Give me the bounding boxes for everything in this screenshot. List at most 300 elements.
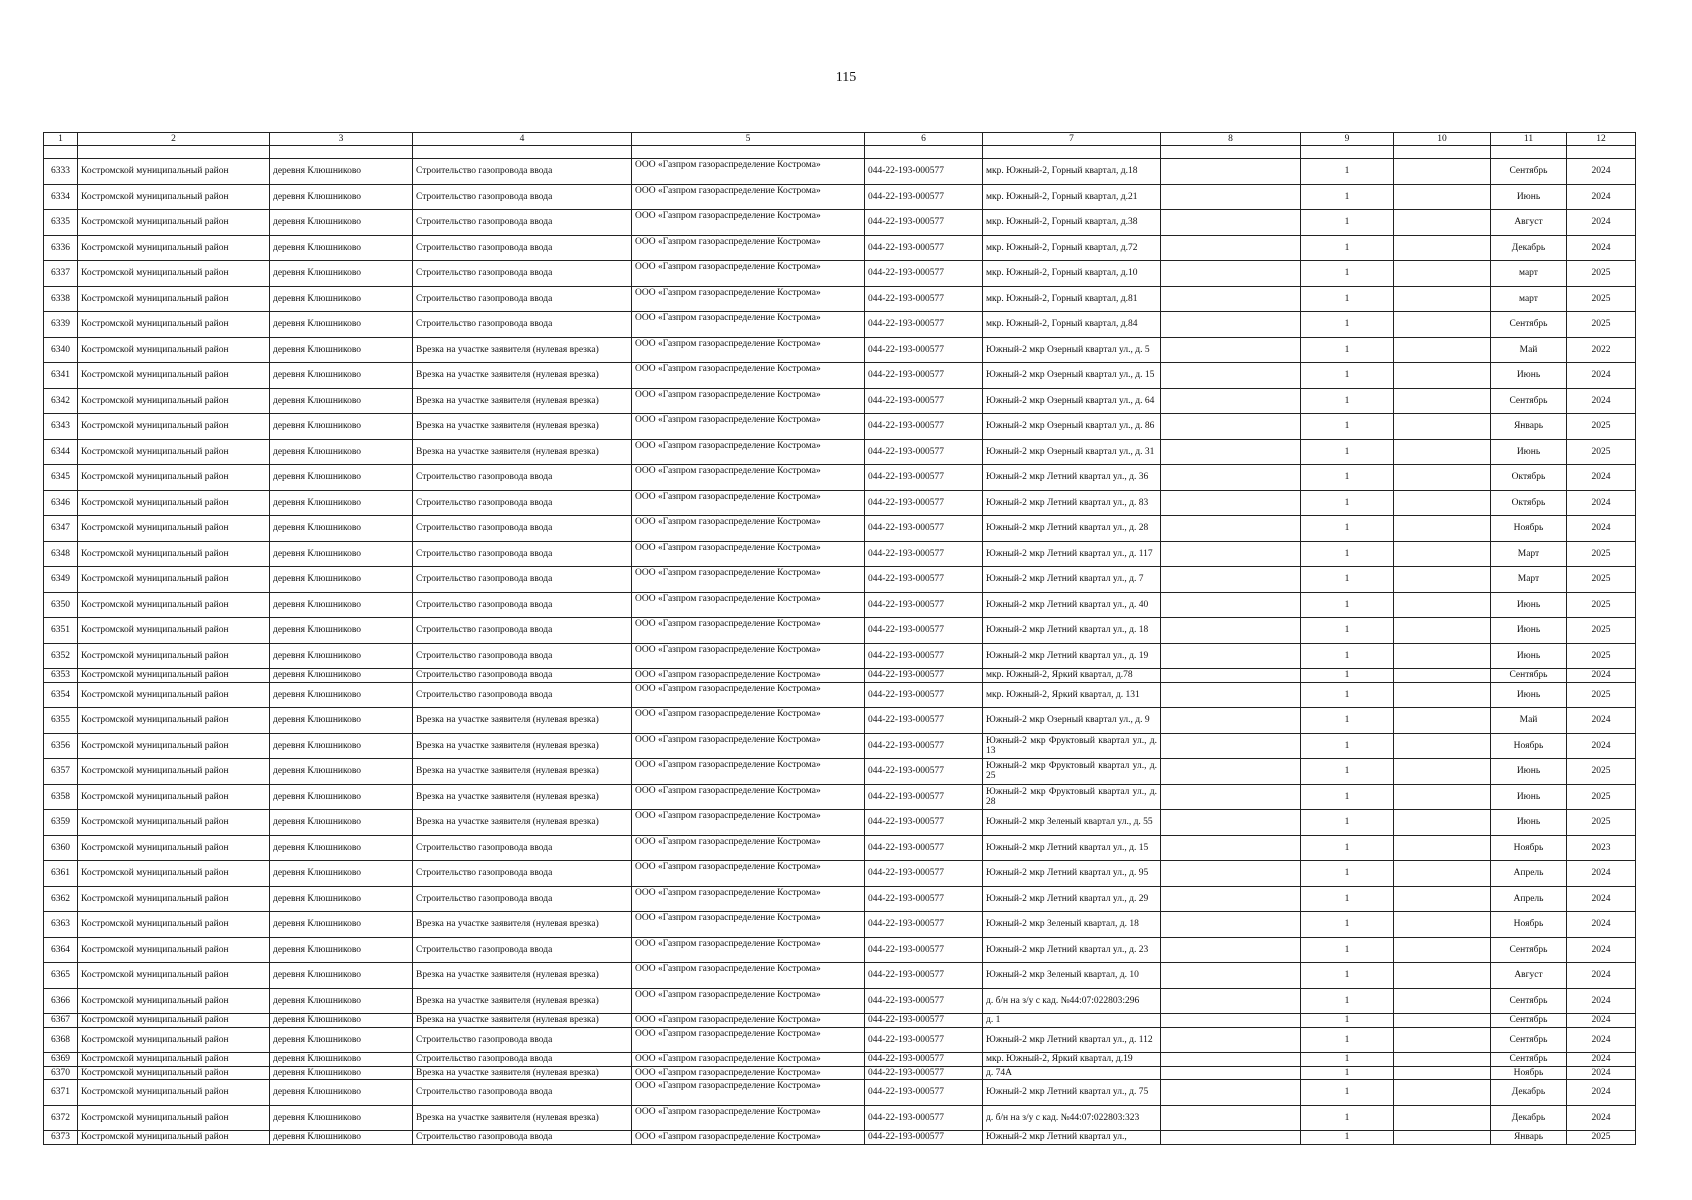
registry-code-cell: 044-22-193-000577 [865, 759, 983, 785]
district-cell: Костромской муниципальный район [78, 861, 270, 887]
month-cell: Ноябрь [1491, 912, 1567, 938]
district-cell: Костромской муниципальный район [78, 1105, 270, 1131]
year-cell: 2024 [1567, 988, 1636, 1014]
empty-cell-8 [1161, 363, 1301, 389]
row-number-cell: 6371 [44, 1080, 78, 1106]
registry-code-cell: 044-22-193-000577 [865, 439, 983, 465]
quantity-cell: 1 [1301, 159, 1394, 185]
month-cell: март [1491, 261, 1567, 287]
empty-cell-10 [1394, 988, 1491, 1014]
year-cell: 2025 [1567, 567, 1636, 593]
district-cell: Костромской муниципальный район [78, 439, 270, 465]
empty-cell-8 [1161, 159, 1301, 185]
quantity-cell: 1 [1301, 1080, 1394, 1106]
table-row [44, 759, 1636, 785]
district-cell: Костромской муниципальный район [78, 835, 270, 861]
district-cell: Костромской муниципальный район [78, 286, 270, 312]
organization-cell: ООО «Газпром газораспределение Кострома» [632, 363, 865, 389]
quantity-cell: 1 [1301, 516, 1394, 542]
district-cell: Костромской муниципальный район [78, 1131, 270, 1145]
address-cell: Южный-2 мкр Озерный квартал ул., д. 64 [983, 388, 1161, 414]
year-cell: 2024 [1567, 1105, 1636, 1131]
year-cell: 2024 [1567, 861, 1636, 887]
quantity-cell: 1 [1301, 363, 1394, 389]
registry-code-cell: 044-22-193-000577 [865, 1080, 983, 1106]
settlement-cell: деревня Клюшниково [270, 988, 413, 1014]
row-number-cell: 6349 [44, 567, 78, 593]
col-header-3: 3 [270, 133, 413, 146]
row-number-cell: 6362 [44, 886, 78, 912]
address-cell: мкр. Южный-2, Горный квартал, д.84 [983, 312, 1161, 338]
table-row [44, 516, 1636, 542]
month-cell: Сентябрь [1491, 388, 1567, 414]
registry-code-cell: 044-22-193-000577 [865, 414, 983, 440]
address-cell: Южный-2 мкр Летний квартал ул., [983, 1131, 1161, 1145]
quantity-cell: 1 [1301, 235, 1394, 261]
work-type-cell: Врезка на участке заявителя (нулевая врезка) [413, 1014, 632, 1028]
row-number-cell: 6367 [44, 1014, 78, 1028]
registry-code-cell: 044-22-193-000577 [865, 937, 983, 963]
quantity-cell: 1 [1301, 337, 1394, 363]
month-cell: Сентябрь [1491, 1014, 1567, 1028]
address-cell: Южный-2 мкр Летний квартал ул., д. 29 [983, 886, 1161, 912]
row-number-cell: 6347 [44, 516, 78, 542]
year-cell: 2024 [1567, 1080, 1636, 1106]
settlement-cell: деревня Клюшниково [270, 159, 413, 185]
quantity-cell: 1 [1301, 567, 1394, 593]
district-cell: Костромской муниципальный район [78, 784, 270, 810]
col-header-9: 9 [1301, 133, 1394, 146]
empty-cell-10 [1394, 861, 1491, 887]
month-cell: Июнь [1491, 363, 1567, 389]
empty-cell-8 [1161, 784, 1301, 810]
organization-cell: ООО «Газпром газораспределение Кострома» [632, 312, 865, 338]
quantity-cell: 1 [1301, 912, 1394, 938]
empty-cell-10 [1394, 337, 1491, 363]
year-cell: 2024 [1567, 363, 1636, 389]
address-cell: Южный-2 мкр Летний квартал ул., д. 18 [983, 618, 1161, 644]
district-cell: Костромской муниципальный район [78, 1053, 270, 1067]
table-row [44, 963, 1636, 989]
work-type-cell: Строительство газопровода ввода [413, 1080, 632, 1106]
row-number-cell: 6369 [44, 1053, 78, 1067]
table-row [44, 988, 1636, 1014]
district-cell: Костромской муниципальный район [78, 159, 270, 185]
row-number-cell: 6343 [44, 414, 78, 440]
organization-cell: ООО «Газпром газораспределение Кострома» [632, 541, 865, 567]
work-type-cell: Строительство газопровода ввода [413, 541, 632, 567]
empty-cell-8 [1161, 912, 1301, 938]
table-row [44, 1053, 1636, 1067]
table-row [44, 618, 1636, 644]
table-row [44, 388, 1636, 414]
page-number: 115 [835, 70, 857, 85]
organization-cell: ООО «Газпром газораспределение Кострома» [632, 439, 865, 465]
organization-cell: ООО «Газпром газораспределение Кострома» [632, 937, 865, 963]
settlement-cell: деревня Клюшниково [270, 669, 413, 683]
year-cell: 2022 [1567, 337, 1636, 363]
col-header-1: 1 [44, 133, 78, 146]
address-cell: Южный-2 мкр Озерный квартал ул., д. 15 [983, 363, 1161, 389]
year-cell: 2025 [1567, 643, 1636, 669]
quantity-cell: 1 [1301, 490, 1394, 516]
month-cell: Ноябрь [1491, 1066, 1567, 1080]
table-row [44, 886, 1636, 912]
empty-cell-10 [1394, 618, 1491, 644]
year-cell: 2025 [1567, 784, 1636, 810]
settlement-cell: деревня Клюшниково [270, 759, 413, 785]
table-row [44, 312, 1636, 338]
district-cell: Костромской муниципальный район [78, 708, 270, 734]
organization-cell: ООО «Газпром газораспределение Кострома» [632, 1080, 865, 1106]
row-number-cell: 6334 [44, 184, 78, 210]
registry-code-cell: 044-22-193-000577 [865, 159, 983, 185]
work-type-cell: Врезка на участке заявителя (нулевая врезка) [413, 337, 632, 363]
empty-cell-10 [1394, 886, 1491, 912]
district-cell: Костромской муниципальный район [78, 937, 270, 963]
quantity-cell: 1 [1301, 669, 1394, 683]
year-cell: 2024 [1567, 733, 1636, 759]
quantity-cell: 1 [1301, 784, 1394, 810]
table-row [44, 937, 1636, 963]
year-cell: 2024 [1567, 490, 1636, 516]
settlement-cell: деревня Клюшниково [270, 286, 413, 312]
empty-cell-10 [1394, 643, 1491, 669]
table-row [44, 439, 1636, 465]
table-row [44, 733, 1636, 759]
quantity-cell: 1 [1301, 184, 1394, 210]
row-number-cell: 6344 [44, 439, 78, 465]
registry-code-cell: 044-22-193-000577 [865, 784, 983, 810]
address-cell: Южный-2 мкр Летний квартал ул., д. 83 [983, 490, 1161, 516]
month-cell: Июнь [1491, 682, 1567, 708]
work-type-cell: Врезка на участке заявителя (нулевая врезка) [413, 784, 632, 810]
empty-cell-8 [1161, 235, 1301, 261]
row-number-cell: 6359 [44, 810, 78, 836]
registry-code-cell: 044-22-193-000577 [865, 810, 983, 836]
table-row [44, 465, 1636, 491]
empty-cell-10 [1394, 465, 1491, 491]
address-cell: Южный-2 мкр Озерный квартал ул., д. 5 [983, 337, 1161, 363]
district-cell: Костромской муниципальный район [78, 1027, 270, 1053]
address-cell: Южный-2 мкр Летний квартал ул., д. 15 [983, 835, 1161, 861]
month-cell: Сентябрь [1491, 159, 1567, 185]
empty-cell-10 [1394, 414, 1491, 440]
quantity-cell: 1 [1301, 708, 1394, 734]
quantity-cell: 1 [1301, 643, 1394, 669]
year-cell: 2025 [1567, 682, 1636, 708]
empty-cell-10 [1394, 261, 1491, 287]
month-cell: Июнь [1491, 184, 1567, 210]
settlement-cell: деревня Клюшниково [270, 1131, 413, 1145]
month-cell: Сентябрь [1491, 1027, 1567, 1053]
quantity-cell: 1 [1301, 465, 1394, 491]
organization-cell: ООО «Газпром газораспределение Кострома» [632, 1014, 865, 1028]
month-cell: Апрель [1491, 861, 1567, 887]
year-cell: 2025 [1567, 286, 1636, 312]
registry-code-cell: 044-22-193-000577 [865, 592, 983, 618]
settlement-cell: деревня Клюшниково [270, 516, 413, 542]
address-cell: Южный-2 мкр Летний квартал ул., д. 75 [983, 1080, 1161, 1106]
registry-code-cell: 044-22-193-000577 [865, 388, 983, 414]
row-number-cell: 6336 [44, 235, 78, 261]
district-cell: Костромской муниципальный район [78, 1014, 270, 1028]
work-type-cell: Врезка на участке заявителя (нулевая врезка) [413, 912, 632, 938]
year-cell: 2025 [1567, 261, 1636, 287]
year-cell: 2025 [1567, 759, 1636, 785]
district-cell: Костромской муниципальный район [78, 414, 270, 440]
registry-code-cell: 044-22-193-000577 [865, 235, 983, 261]
address-cell: мкр. Южный-2, Горный квартал, д.21 [983, 184, 1161, 210]
empty-cell-8 [1161, 567, 1301, 593]
work-type-cell: Строительство газопровода ввода [413, 682, 632, 708]
address-cell: Южный-2 мкр Летний квартал ул., д. 112 [983, 1027, 1161, 1053]
empty-cell-10 [1394, 184, 1491, 210]
empty-cell-8 [1161, 1066, 1301, 1080]
settlement-cell: деревня Клюшниково [270, 337, 413, 363]
address-cell: д. б/н на з/у с кад. №44:07:022803:296 [983, 988, 1161, 1014]
registry-code-cell: 044-22-193-000577 [865, 261, 983, 287]
table-row [44, 210, 1636, 236]
empty-cell-10 [1394, 210, 1491, 236]
organization-cell: ООО «Газпром газораспределение Кострома» [632, 1053, 865, 1067]
address-cell: Южный-2 мкр Летний квартал ул., д. 23 [983, 937, 1161, 963]
district-cell: Костромской муниципальный район [78, 886, 270, 912]
registry-code-cell: 044-22-193-000577 [865, 567, 983, 593]
year-cell: 2024 [1567, 184, 1636, 210]
row-number-cell: 6346 [44, 490, 78, 516]
organization-cell: ООО «Газпром газораспределение Кострома» [632, 1105, 865, 1131]
district-cell: Костромской муниципальный район [78, 963, 270, 989]
organization-cell: ООО «Газпром газораспределение Кострома» [632, 835, 865, 861]
month-cell: Июнь [1491, 643, 1567, 669]
header-spacer-row [44, 146, 1636, 159]
district-cell: Костромской муниципальный район [78, 312, 270, 338]
address-cell: мкр. Южный-2, Горный квартал, д.18 [983, 159, 1161, 185]
empty-cell-8 [1161, 963, 1301, 989]
settlement-cell: деревня Клюшниково [270, 1027, 413, 1053]
empty-cell-8 [1161, 414, 1301, 440]
district-cell: Костромской муниципальный район [78, 669, 270, 683]
empty-cell-8 [1161, 465, 1301, 491]
empty-cell-10 [1394, 733, 1491, 759]
empty-cell-10 [1394, 937, 1491, 963]
registry-code-cell: 044-22-193-000577 [865, 1066, 983, 1080]
work-type-cell: Строительство газопровода ввода [413, 159, 632, 185]
quantity-cell: 1 [1301, 682, 1394, 708]
settlement-cell: деревня Клюшниково [270, 937, 413, 963]
organization-cell: ООО «Газпром газораспределение Кострома» [632, 567, 865, 593]
address-cell: мкр. Южный-2, Горный квартал, д.81 [983, 286, 1161, 312]
table-row [44, 286, 1636, 312]
month-cell: март [1491, 286, 1567, 312]
month-cell: Сентябрь [1491, 312, 1567, 338]
registry-code-cell: 044-22-193-000577 [865, 1105, 983, 1131]
address-cell: мкр. Южный-2, Яркий квартал, д. 131 [983, 682, 1161, 708]
organization-cell: ООО «Газпром газораспределение Кострома» [632, 159, 865, 185]
table-row [44, 235, 1636, 261]
settlement-cell: деревня Клюшниково [270, 1053, 413, 1067]
month-cell: Октябрь [1491, 465, 1567, 491]
address-cell: д. б/н на з/у с кад. №44:07:022803:323 [983, 1105, 1161, 1131]
table-row [44, 643, 1636, 669]
registry-code-cell: 044-22-193-000577 [865, 912, 983, 938]
row-number-cell: 6358 [44, 784, 78, 810]
empty-cell-8 [1161, 1053, 1301, 1067]
work-type-cell: Врезка на участке заявителя (нулевая врезка) [413, 963, 632, 989]
table-body [44, 159, 1636, 1145]
quantity-cell: 1 [1301, 733, 1394, 759]
work-type-cell: Строительство газопровода ввода [413, 312, 632, 338]
address-cell: мкр. Южный-2, Яркий квартал, д.19 [983, 1053, 1161, 1067]
empty-cell-10 [1394, 963, 1491, 989]
empty-cell-10 [1394, 912, 1491, 938]
registry-code-cell: 044-22-193-000577 [865, 286, 983, 312]
work-type-cell: Строительство газопровода ввода [413, 261, 632, 287]
empty-cell-10 [1394, 1027, 1491, 1053]
registry-code-cell: 044-22-193-000577 [865, 1131, 983, 1145]
quantity-cell: 1 [1301, 1105, 1394, 1131]
quantity-cell: 1 [1301, 261, 1394, 287]
organization-cell: ООО «Газпром газораспределение Кострома» [632, 1027, 865, 1053]
empty-cell-10 [1394, 759, 1491, 785]
quantity-cell: 1 [1301, 286, 1394, 312]
district-cell: Костромской муниципальный район [78, 516, 270, 542]
work-type-cell: Врезка на участке заявителя (нулевая врезка) [413, 733, 632, 759]
work-type-cell: Врезка на участке заявителя (нулевая врезка) [413, 988, 632, 1014]
empty-cell-10 [1394, 592, 1491, 618]
row-number-cell: 6370 [44, 1066, 78, 1080]
registry-code-cell: 044-22-193-000577 [865, 963, 983, 989]
settlement-cell: деревня Клюшниково [270, 861, 413, 887]
settlement-cell: деревня Клюшниково [270, 210, 413, 236]
row-number-cell: 6373 [44, 1131, 78, 1145]
registry-code-cell: 044-22-193-000577 [865, 516, 983, 542]
organization-cell: ООО «Газпром газораспределение Кострома» [632, 988, 865, 1014]
address-cell: Южный-2 мкр Озерный квартал ул., д. 31 [983, 439, 1161, 465]
row-number-cell: 6352 [44, 643, 78, 669]
empty-cell-8 [1161, 1027, 1301, 1053]
organization-cell: ООО «Газпром газораспределение Кострома» [632, 682, 865, 708]
year-cell: 2024 [1567, 963, 1636, 989]
quantity-cell: 1 [1301, 1027, 1394, 1053]
empty-cell-10 [1394, 541, 1491, 567]
address-cell: мкр. Южный-2, Горный квартал, д.10 [983, 261, 1161, 287]
organization-cell: ООО «Газпром газораспределение Кострома» [632, 643, 865, 669]
row-number-cell: 6356 [44, 733, 78, 759]
table-row [44, 1105, 1636, 1131]
col-header-5: 5 [632, 133, 865, 146]
organization-cell: ООО «Газпром газораспределение Кострома» [632, 592, 865, 618]
settlement-cell: деревня Клюшниково [270, 363, 413, 389]
table-row [44, 912, 1636, 938]
registry-code-cell: 044-22-193-000577 [865, 1014, 983, 1028]
address-cell: мкр. Южный-2, Яркий квартал, д.78 [983, 669, 1161, 683]
registry-code-cell: 044-22-193-000577 [865, 337, 983, 363]
empty-cell-8 [1161, 516, 1301, 542]
empty-cell-10 [1394, 567, 1491, 593]
row-number-cell: 6360 [44, 835, 78, 861]
district-cell: Костромской муниципальный район [78, 541, 270, 567]
quantity-cell: 1 [1301, 1053, 1394, 1067]
empty-cell-8 [1161, 184, 1301, 210]
registry-code-cell: 044-22-193-000577 [865, 541, 983, 567]
empty-cell-10 [1394, 784, 1491, 810]
work-type-cell: Строительство газопровода ввода [413, 618, 632, 644]
empty-cell-8 [1161, 861, 1301, 887]
month-cell: Январь [1491, 1131, 1567, 1145]
month-cell: Сентябрь [1491, 988, 1567, 1014]
work-type-cell: Строительство газопровода ввода [413, 835, 632, 861]
year-cell: 2024 [1567, 516, 1636, 542]
organization-cell: ООО «Газпром газораспределение Кострома» [632, 235, 865, 261]
organization-cell: ООО «Газпром газораспределение Кострома» [632, 414, 865, 440]
work-type-cell: Врезка на участке заявителя (нулевая врезка) [413, 363, 632, 389]
district-cell: Костромской муниципальный район [78, 912, 270, 938]
col-header-11: 11 [1491, 133, 1567, 146]
settlement-cell: деревня Клюшниково [270, 708, 413, 734]
address-cell: Южный-2 мкр Фруктовый квартал ул., д. 28 [983, 784, 1161, 810]
work-type-cell: Строительство газопровода ввода [413, 490, 632, 516]
district-cell: Костромской муниципальный район [78, 567, 270, 593]
organization-cell: ООО «Газпром газораспределение Кострома» [632, 963, 865, 989]
month-cell: Октябрь [1491, 490, 1567, 516]
empty-cell-10 [1394, 235, 1491, 261]
quantity-cell: 1 [1301, 1066, 1394, 1080]
row-number-cell: 6353 [44, 669, 78, 683]
month-cell: Июнь [1491, 810, 1567, 836]
month-cell: Декабрь [1491, 1080, 1567, 1106]
district-cell: Костромской муниципальный район [78, 235, 270, 261]
registry-code-cell: 044-22-193-000577 [865, 490, 983, 516]
registry-code-cell: 044-22-193-000577 [865, 618, 983, 644]
col-header-8: 8 [1161, 133, 1301, 146]
empty-cell-10 [1394, 388, 1491, 414]
empty-cell-10 [1394, 1131, 1491, 1145]
district-cell: Костромской муниципальный район [78, 592, 270, 618]
empty-cell-8 [1161, 618, 1301, 644]
row-number-cell: 6342 [44, 388, 78, 414]
row-number-cell: 6333 [44, 159, 78, 185]
table-row [44, 159, 1636, 185]
address-cell: мкр. Южный-2, Горный квартал, д.38 [983, 210, 1161, 236]
organization-cell: ООО «Газпром газораспределение Кострома» [632, 465, 865, 491]
empty-cell-8 [1161, 388, 1301, 414]
address-cell: Южный-2 мкр Озерный квартал ул., д. 86 [983, 414, 1161, 440]
empty-cell-8 [1161, 733, 1301, 759]
empty-cell-8 [1161, 835, 1301, 861]
month-cell: Май [1491, 708, 1567, 734]
year-cell: 2024 [1567, 886, 1636, 912]
settlement-cell: деревня Клюшниково [270, 567, 413, 593]
registry-code-cell: 044-22-193-000577 [865, 733, 983, 759]
registry-code-cell: 044-22-193-000577 [865, 1053, 983, 1067]
work-type-cell: Строительство газопровода ввода [413, 937, 632, 963]
table-row [44, 337, 1636, 363]
settlement-cell: деревня Клюшниково [270, 541, 413, 567]
registry-code-cell: 044-22-193-000577 [865, 210, 983, 236]
work-type-cell: Врезка на участке заявителя (нулевая врезка) [413, 708, 632, 734]
row-number-cell: 6361 [44, 861, 78, 887]
organization-cell: ООО «Газпром газораспределение Кострома» [632, 337, 865, 363]
registry-code-cell: 044-22-193-000577 [865, 184, 983, 210]
address-cell: Южный-2 мкр Фруктовый квартал ул., д. 25 [983, 759, 1161, 785]
quantity-cell: 1 [1301, 210, 1394, 236]
row-number-cell: 6339 [44, 312, 78, 338]
address-cell: мкр. Южный-2, Горный квартал, д.72 [983, 235, 1161, 261]
gas-connection-table [43, 132, 1635, 1145]
col-header-12: 12 [1567, 133, 1636, 146]
